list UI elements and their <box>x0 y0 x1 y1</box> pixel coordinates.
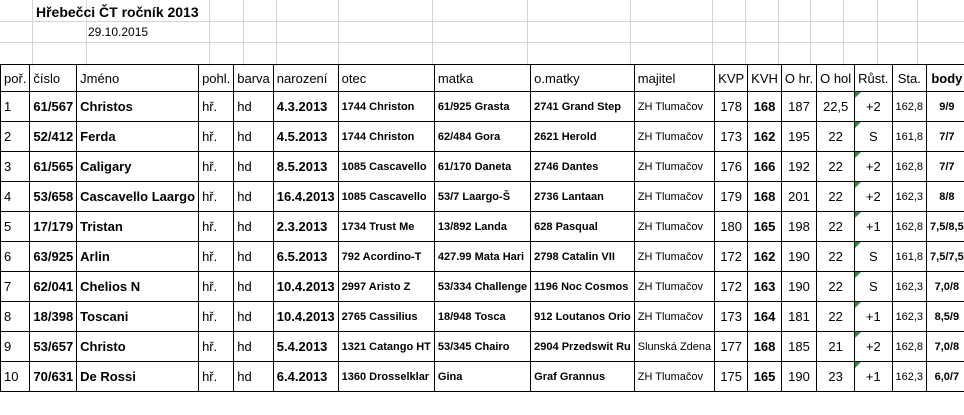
cell-ohr[interactable]: 190 <box>781 272 816 302</box>
cell-cislo[interactable]: 63/925 <box>30 242 77 272</box>
cell-sta[interactable]: 162,8 <box>892 332 927 362</box>
grid-line <box>843 0 844 66</box>
table-row <box>1 182 964 212</box>
cell-otec[interactable]: 1360 Drosselklar <box>338 362 434 392</box>
cell-por[interactable]: 5 <box>1 212 30 242</box>
header-cell-ohr[interactable]: O hr. <box>781 65 816 92</box>
cell-pohl[interactable]: hř. <box>199 212 234 242</box>
cell-cislo[interactable]: 52/412 <box>30 122 77 152</box>
cell-sta[interactable]: 162,3 <box>892 182 927 212</box>
cell-narozeni[interactable]: 10.4.2013 <box>273 302 338 332</box>
cell-body[interactable]: 8,5/9 <box>927 302 964 332</box>
cell-ohol[interactable]: 22 <box>817 302 855 332</box>
header-cell-barva[interactable]: barva <box>234 65 274 92</box>
cell-omatky[interactable]: 2746 Dantes <box>531 152 635 182</box>
cell-ohr[interactable]: 198 <box>781 212 816 242</box>
header-cell-narozeni[interactable]: narození <box>273 65 338 92</box>
cell-majitel[interactable]: ZH Tlumačov <box>634 182 714 212</box>
cell-matka[interactable]: 18/948 Tosca <box>434 302 530 332</box>
cell-otec[interactable]: 1744 Christon <box>338 122 434 152</box>
cell-kvh[interactable]: 165 <box>748 212 782 242</box>
cell-sta[interactable]: 161,8 <box>892 242 927 272</box>
sheet-date: 29.10.2015 <box>88 25 149 39</box>
grid-line <box>877 0 878 66</box>
cell-ohol[interactable]: 22,5 <box>817 92 855 122</box>
cell-jmeno[interactable]: Chelios N <box>77 272 199 302</box>
grid-line <box>209 0 210 66</box>
cell-majitel[interactable]: ZH Tlumačov <box>634 92 714 122</box>
cell-narozeni[interactable]: 4.3.2013 <box>273 92 338 122</box>
stallion-table <box>0 64 964 392</box>
cell-kvp[interactable]: 172 <box>715 242 748 272</box>
cell-ohol[interactable]: 21 <box>817 332 855 362</box>
cell-kvp[interactable]: 177 <box>715 332 748 362</box>
cell-pohl[interactable]: hř. <box>199 92 234 122</box>
cell-matka[interactable]: 53/7 Laargo-Š <box>434 182 530 212</box>
cell-por[interactable]: 3 <box>1 152 30 182</box>
cell-barva[interactable]: hd <box>234 332 274 362</box>
table-row <box>1 242 964 272</box>
cell-ohr[interactable]: 190 <box>781 362 816 392</box>
cell-por[interactable]: 4 <box>1 182 30 212</box>
cell-body[interactable]: 7/7 <box>927 122 964 152</box>
cell-body[interactable]: 6,0/7 <box>927 362 964 392</box>
cell-sta[interactable]: 162,3 <box>892 272 927 302</box>
cell-cislo[interactable]: 61/565 <box>30 152 77 182</box>
cell-por[interactable]: 2 <box>1 122 30 152</box>
cell-matka[interactable]: 62/484 Gora <box>434 122 530 152</box>
cell-kvp[interactable]: 172 <box>715 272 748 302</box>
cell-kvh[interactable]: 162 <box>748 122 782 152</box>
cell-rust[interactable]: S <box>855 242 892 272</box>
cell-kvp[interactable]: 180 <box>715 212 748 242</box>
cell-otec[interactable]: 2997 Aristo Z <box>338 272 434 302</box>
cell-cislo[interactable]: 17/179 <box>30 212 77 242</box>
cell-barva[interactable]: hd <box>234 362 274 392</box>
header-cell-por[interactable]: poř. <box>1 65 30 92</box>
cell-ohol[interactable]: 22 <box>817 272 855 302</box>
cell-rust[interactable]: S <box>855 122 892 152</box>
grid-line <box>276 0 277 66</box>
cell-omatky[interactable]: 2621 Herold <box>531 122 635 152</box>
cell-pohl[interactable]: hř. <box>199 242 234 272</box>
cell-por[interactable]: 6 <box>1 242 30 272</box>
cell-jmeno[interactable]: Christo <box>77 332 199 362</box>
cell-barva[interactable]: hd <box>234 242 274 272</box>
cell-cislo[interactable]: 18/398 <box>30 302 77 332</box>
cell-matka[interactable]: 61/925 Grasta <box>434 92 530 122</box>
cell-cislo[interactable]: 61/567 <box>30 92 77 122</box>
cell-barva[interactable]: hd <box>234 212 274 242</box>
cell-ohol[interactable]: 22 <box>817 152 855 182</box>
cell-jmeno[interactable]: Cascavello Laargo <box>77 182 199 212</box>
cell-rust[interactable]: +1 <box>855 362 892 392</box>
cell-ohr[interactable]: 190 <box>781 242 816 272</box>
cell-kvp[interactable]: 175 <box>715 362 748 392</box>
grid-line <box>917 0 918 66</box>
cell-ohr[interactable]: 195 <box>781 122 816 152</box>
cell-ohr[interactable]: 192 <box>781 152 816 182</box>
cell-matka[interactable]: 13/892 Landa <box>434 212 530 242</box>
cell-matka[interactable]: 427.99 Mata Hari <box>434 242 530 272</box>
cell-cislo[interactable]: 53/658 <box>30 182 77 212</box>
cell-ohr[interactable]: 201 <box>781 182 816 212</box>
header-cell-rust[interactable]: Růst. <box>855 65 892 92</box>
cell-ohol[interactable]: 22 <box>817 212 855 242</box>
cell-cislo[interactable]: 70/631 <box>30 362 77 392</box>
cell-por[interactable]: 9 <box>1 332 30 362</box>
cell-jmeno[interactable]: Tristan <box>77 212 199 242</box>
cell-body[interactable]: 7,0/8 <box>927 272 964 302</box>
cell-otec[interactable]: 1744 Christon <box>338 92 434 122</box>
cell-jmeno[interactable]: Arlin <box>77 242 199 272</box>
cell-omatky[interactable]: 2741 Grand Step <box>531 92 635 122</box>
cell-body[interactable]: 7,0/8 <box>927 332 964 362</box>
cell-rust[interactable]: +2 <box>855 152 892 182</box>
cell-majitel[interactable]: ZH Tlumačov <box>634 122 714 152</box>
cell-jmeno[interactable]: Caligary <box>77 152 199 182</box>
cell-matka[interactable]: Gina <box>434 362 530 392</box>
cell-barva[interactable]: hd <box>234 272 274 302</box>
header-cell-kvh[interactable]: KVH <box>748 65 782 92</box>
cell-kvh[interactable]: 164 <box>748 302 782 332</box>
table-row <box>1 302 964 332</box>
header-cell-kvp[interactable]: KVP <box>715 65 748 92</box>
header-cell-jmeno[interactable]: Jméno <box>77 65 199 92</box>
cell-sta[interactable]: 162,8 <box>892 92 927 122</box>
cell-rust[interactable]: +1 <box>855 302 892 332</box>
cell-pohl[interactable]: hř. <box>199 122 234 152</box>
cell-omatky[interactable]: 2736 Lantaan <box>531 182 635 212</box>
grid-line <box>745 0 746 66</box>
cell-body[interactable]: 9/9 <box>927 92 964 122</box>
grid-line <box>810 0 811 66</box>
cell-matka[interactable]: 53/334 Challenge <box>434 272 530 302</box>
cell-kvh[interactable]: 168 <box>748 92 782 122</box>
cell-cislo[interactable]: 53/657 <box>30 332 77 362</box>
cell-majitel[interactable]: ZH Tlumačov <box>634 212 714 242</box>
cell-por[interactable]: 8 <box>1 302 30 332</box>
cell-kvp[interactable]: 173 <box>715 122 748 152</box>
sheet-title: Hřebečci ČT ročník 2013 <box>36 4 199 20</box>
cell-majitel[interactable]: ZH Tlumačov <box>634 272 714 302</box>
cell-matka[interactable]: 53/345 Chairo <box>434 332 530 362</box>
cell-kvp[interactable]: 176 <box>715 152 748 182</box>
cell-body[interactable]: 8/8 <box>927 182 964 212</box>
cell-ohr[interactable]: 181 <box>781 302 816 332</box>
cell-majitel[interactable]: ZH Tlumačov <box>634 362 714 392</box>
header-cell-majitel[interactable]: majitel <box>634 65 714 92</box>
cell-ohol[interactable]: 22 <box>817 122 855 152</box>
header-cell-omatky[interactable]: o.matky <box>531 65 635 92</box>
cell-barva[interactable]: hd <box>234 302 274 332</box>
cell-otec[interactable]: 792 Acordino-T <box>338 242 434 272</box>
cell-rust[interactable]: +1 <box>855 212 892 242</box>
table-row <box>1 362 964 392</box>
table-row <box>1 122 964 152</box>
cell-jmeno[interactable]: De Rossi <box>77 362 199 392</box>
cell-kvp[interactable]: 173 <box>715 302 748 332</box>
cell-body[interactable]: 7/7 <box>927 152 964 182</box>
cell-otec[interactable]: 1085 Cascavello <box>338 152 434 182</box>
cell-kvh[interactable]: 168 <box>748 182 782 212</box>
grid-line <box>32 0 33 66</box>
cell-ohr[interactable]: 187 <box>781 92 816 122</box>
cell-omatky[interactable]: 2904 Przedswit Ru <box>531 332 635 362</box>
cell-ohr[interactable]: 185 <box>781 332 816 362</box>
cell-narozeni[interactable]: 16.4.2013 <box>273 182 338 212</box>
header-cell-sta[interactable]: Sta. <box>892 65 927 92</box>
cell-kvp[interactable]: 178 <box>715 92 748 122</box>
cell-pohl[interactable]: hř. <box>199 182 234 212</box>
header-cell-cislo[interactable]: číslo <box>30 65 77 92</box>
cell-sta[interactable]: 162,3 <box>892 302 927 332</box>
cell-omatky[interactable]: Graf Grannus <box>531 362 635 392</box>
cell-narozeni[interactable]: 8.5.2013 <box>273 152 338 182</box>
cell-majitel[interactable]: Slunská Zdena <box>634 332 714 362</box>
grid-line <box>630 0 631 66</box>
cell-rust[interactable]: S <box>855 272 892 302</box>
cell-matka[interactable]: 61/170 Daneta <box>434 152 530 182</box>
cell-barva[interactable]: hd <box>234 92 274 122</box>
header-cell-pohl[interactable]: pohl. <box>199 65 234 92</box>
cell-rust[interactable]: +2 <box>855 92 892 122</box>
cell-majitel[interactable]: ZH Tlumačov <box>634 302 714 332</box>
cell-narozeni[interactable]: 4.5.2013 <box>273 122 338 152</box>
grid-line <box>338 0 339 66</box>
header-cell-otec[interactable]: otec <box>338 65 434 92</box>
cell-pohl[interactable]: hř. <box>199 362 234 392</box>
cell-otec[interactable]: 1085 Cascavello <box>338 182 434 212</box>
table-row <box>1 212 964 242</box>
grid-line <box>712 0 713 66</box>
cell-narozeni[interactable]: 5.4.2013 <box>273 332 338 362</box>
header-cell-matka[interactable]: matka <box>434 65 530 92</box>
cell-kvh[interactable]: 163 <box>748 272 782 302</box>
cell-pohl[interactable]: hř. <box>199 152 234 182</box>
cell-barva[interactable]: hd <box>234 152 274 182</box>
cell-por[interactable]: 7 <box>1 272 30 302</box>
cell-majitel[interactable]: ZH Tlumačov <box>634 152 714 182</box>
cell-omatky[interactable]: 2798 Catalin VII <box>531 242 635 272</box>
grid-line <box>0 21 964 22</box>
cell-jmeno[interactable]: Toscani <box>77 302 199 332</box>
grid-line <box>527 0 528 66</box>
header-cell-ohol[interactable]: O hol <box>817 65 855 92</box>
cell-sta[interactable]: 162,3 <box>892 362 927 392</box>
cell-sta[interactable]: 161,8 <box>892 122 927 152</box>
cell-ohol[interactable]: 23 <box>817 362 855 392</box>
cell-kvp[interactable]: 179 <box>715 182 748 212</box>
cell-kvh[interactable]: 165 <box>748 362 782 392</box>
cell-otec[interactable]: 1321 Catango HT <box>338 332 434 362</box>
cell-otec[interactable]: 1734 Trust Me <box>338 212 434 242</box>
grid-line <box>0 42 964 43</box>
cell-otec[interactable]: 2765 Cassilius <box>338 302 434 332</box>
cell-rust[interactable]: +2 <box>855 332 892 362</box>
header-cell-body[interactable]: body <box>927 65 964 92</box>
cell-por[interactable]: 10 <box>1 362 30 392</box>
cell-omatky[interactable]: 912 Loutanos Orio <box>531 302 635 332</box>
cell-jmeno[interactable]: Ferda <box>77 122 199 152</box>
cell-omatky[interactable]: 628 Pasqual <box>531 212 635 242</box>
cell-pohl[interactable]: hř. <box>199 272 234 302</box>
cell-rust[interactable]: +2 <box>855 182 892 212</box>
grid-line <box>778 0 779 66</box>
cell-ohol[interactable]: 22 <box>817 182 855 212</box>
cell-sta[interactable]: 162,8 <box>892 152 927 182</box>
cell-jmeno[interactable]: Christos <box>77 92 199 122</box>
cell-majitel[interactable]: ZH Tlumačov <box>634 242 714 272</box>
cell-omatky[interactable]: 1196 Noc Cosmos <box>531 272 635 302</box>
cell-narozeni[interactable]: 6.4.2013 <box>273 362 338 392</box>
table-row <box>1 92 964 122</box>
cell-cislo[interactable]: 62/041 <box>30 272 77 302</box>
grid-line <box>432 0 433 66</box>
cell-narozeni[interactable]: 10.4.2013 <box>273 272 338 302</box>
cell-body[interactable]: 7,5/8,5 <box>927 212 964 242</box>
cell-kvh[interactable]: 168 <box>748 332 782 362</box>
table-row <box>1 272 964 302</box>
header-row <box>1 65 964 92</box>
cell-kvh[interactable]: 162 <box>748 242 782 272</box>
table-row <box>1 332 964 362</box>
grid-line <box>243 0 244 66</box>
cell-sta[interactable]: 162,8 <box>892 212 927 242</box>
cell-pohl[interactable]: hř. <box>199 332 234 362</box>
cell-ohol[interactable]: 22 <box>817 242 855 272</box>
cell-por[interactable]: 1 <box>1 92 30 122</box>
table-row <box>1 152 964 182</box>
cell-barva[interactable]: hd <box>234 122 274 152</box>
cell-narozeni[interactable]: 2.3.2013 <box>273 212 338 242</box>
cell-narozeni[interactable]: 6.5.2013 <box>273 242 338 272</box>
cell-kvh[interactable]: 166 <box>748 152 782 182</box>
cell-barva[interactable]: hd <box>234 182 274 212</box>
cell-body[interactable]: 7,5/7,5 <box>927 242 964 272</box>
cell-pohl[interactable]: hř. <box>199 302 234 332</box>
